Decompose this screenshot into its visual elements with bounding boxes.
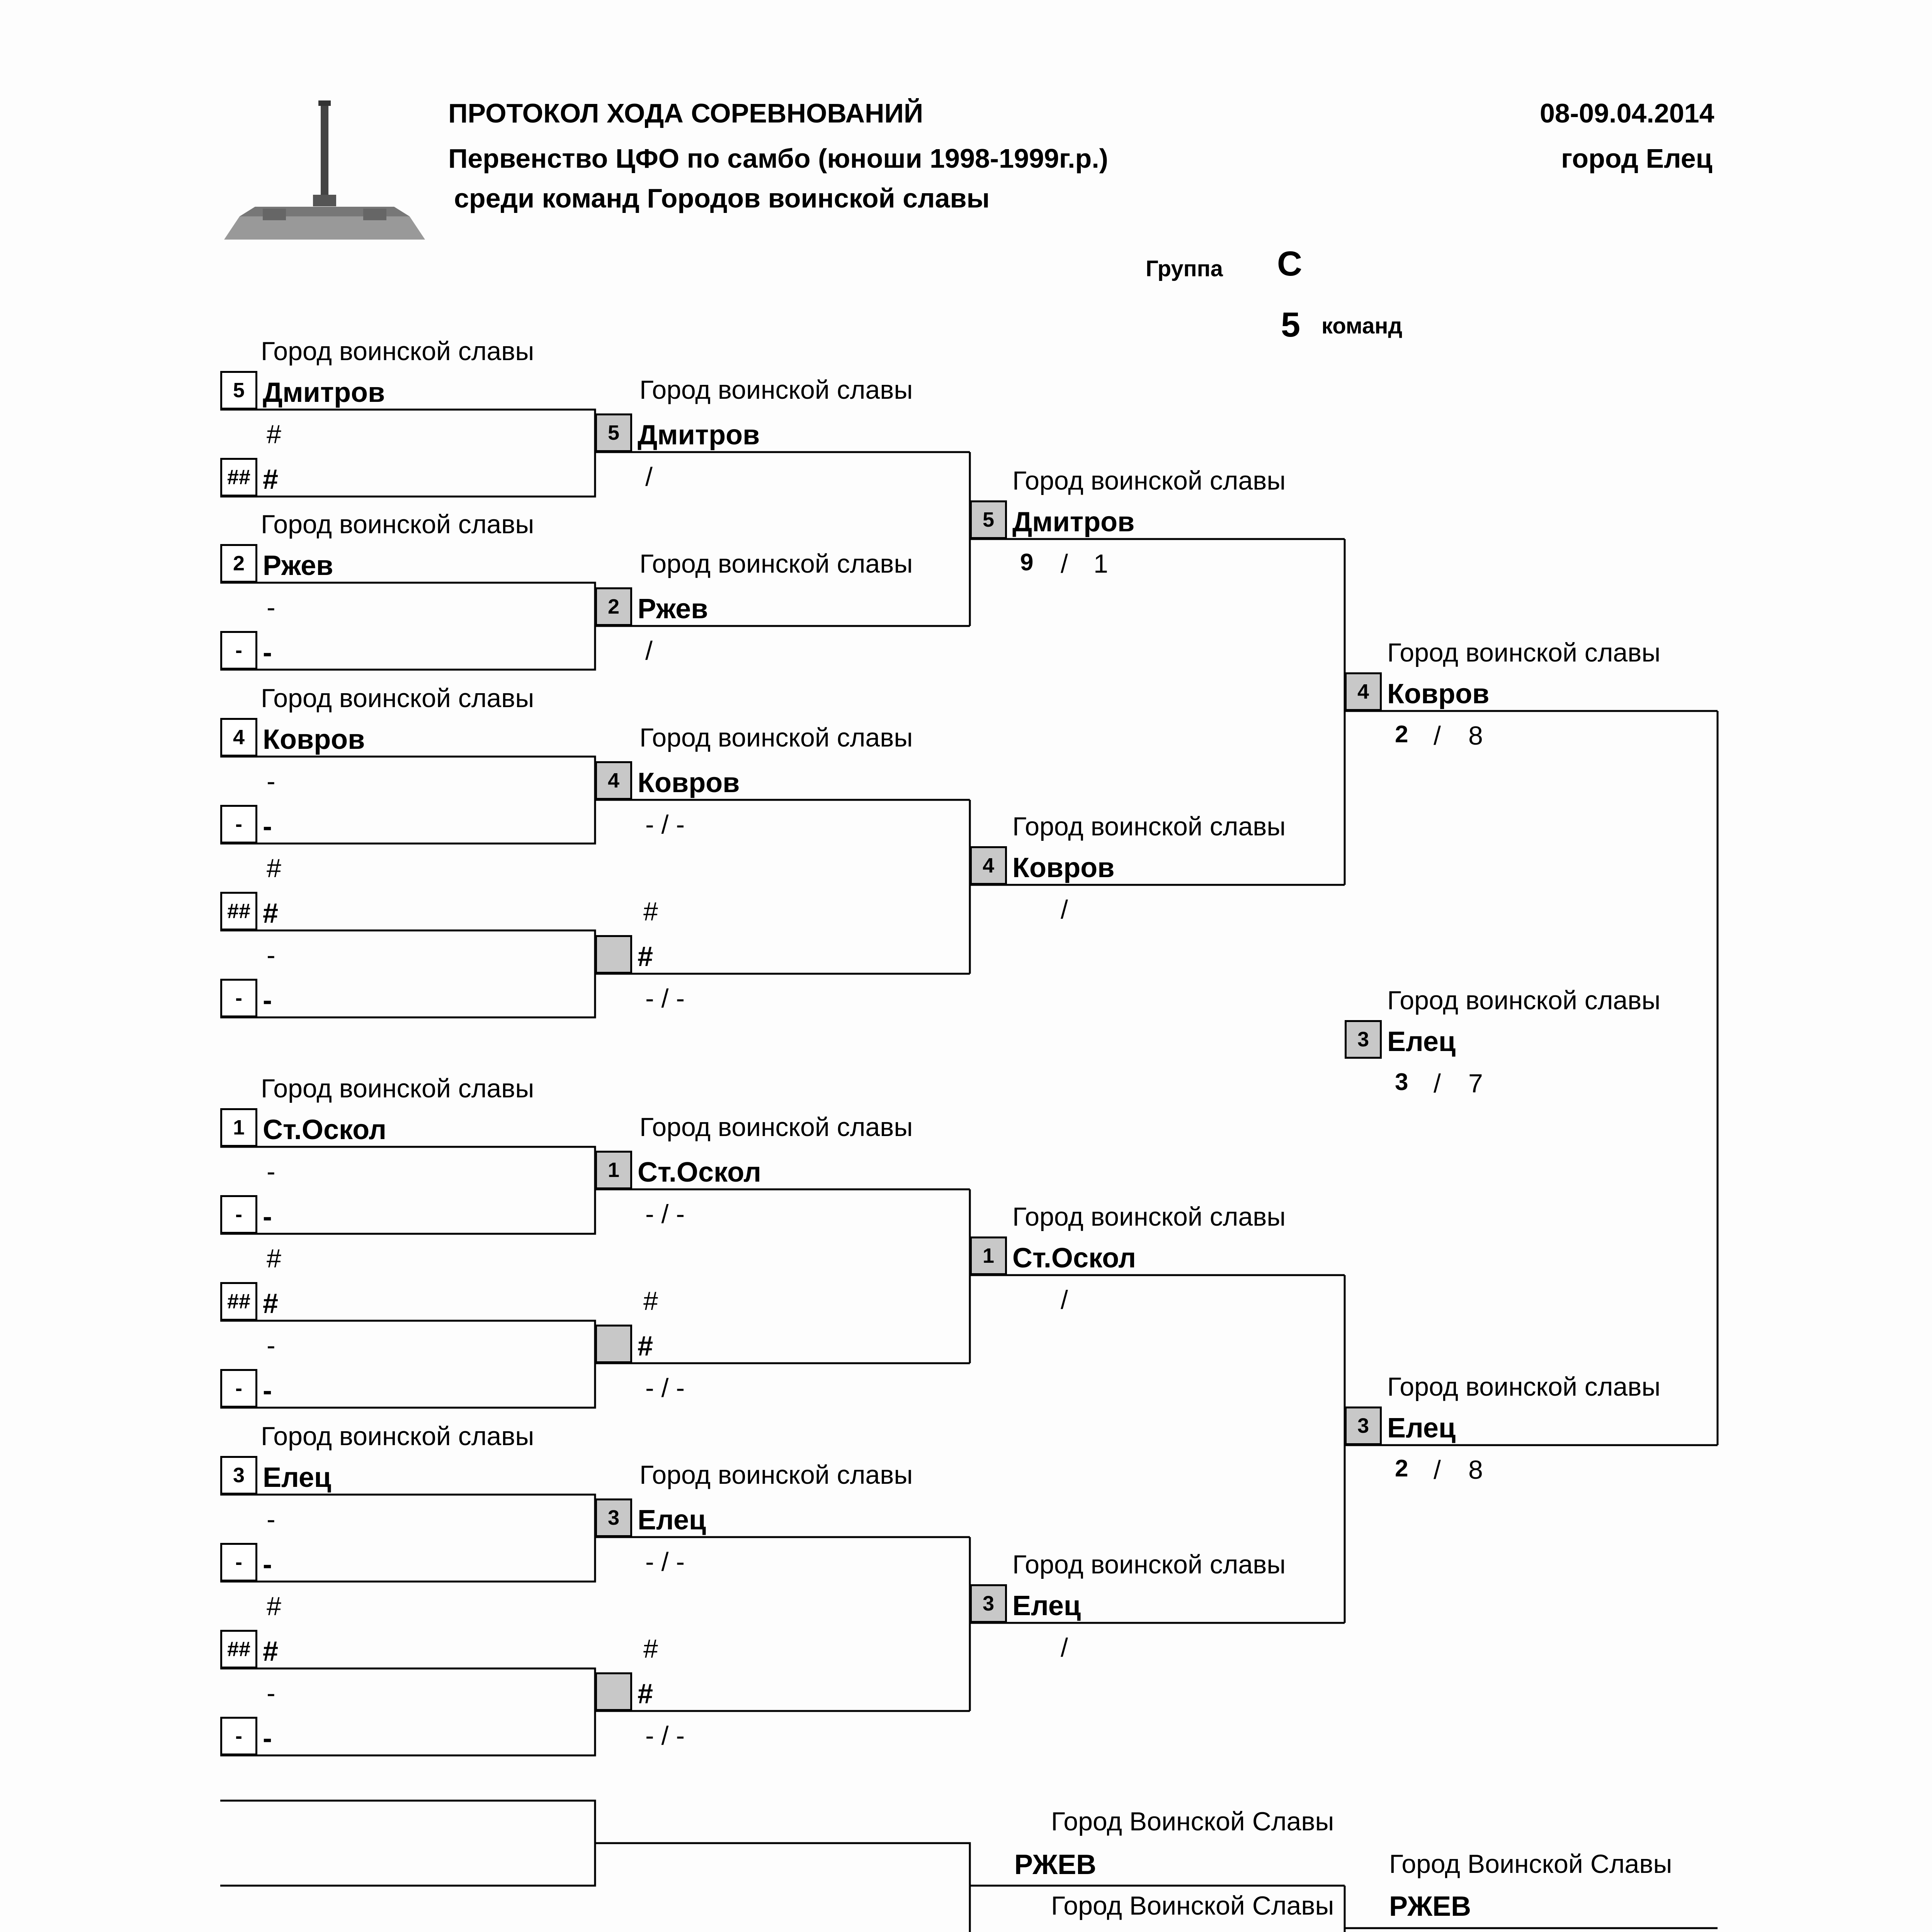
round1-mark: # <box>267 420 281 449</box>
group-value: С <box>1277 245 1302 283</box>
round3-seed-box: 3 <box>970 1584 1007 1623</box>
round1-team-name: - <box>263 811 272 842</box>
competition-subtitle: Первенство ЦФО по самбо (юноши 1998-1999г.р.) <box>448 143 1108 173</box>
teams-count: 5 <box>1281 306 1301 344</box>
round3-caption: Город воинской славы <box>1012 466 1286 495</box>
round2-seed-box: 1 <box>595 1151 632 1189</box>
round1-caption: Город воинской славы <box>261 1422 534 1451</box>
round1-mark: - <box>267 767 276 796</box>
round1-caption: Город воинской славы <box>261 337 534 366</box>
round1-mark: # <box>267 1244 281 1273</box>
round1-seed-box: ## <box>220 1630 257 1668</box>
competition-city: город Елец <box>1561 143 1713 173</box>
round1-seed-box: 2 <box>220 544 257 583</box>
consolation-caption-a: Город Воинской Славы <box>1051 1807 1334 1836</box>
round4-seed-box: 3 <box>1345 1020 1382 1059</box>
round2-seed-box <box>595 1672 632 1711</box>
round4-team-name: Ковров <box>1387 679 1490 709</box>
consolation-caption-b: Город Воинской Славы <box>1051 1891 1334 1920</box>
round1-seed-box: - <box>220 1195 257 1234</box>
round2-seed-box: 2 <box>595 587 632 626</box>
round2-caption: Город воинской славы <box>639 1460 913 1490</box>
round2-caption: Город воинской славы <box>639 1112 913 1142</box>
round1-team-name: Ржев <box>263 550 333 581</box>
round1-mark: - <box>267 1505 276 1534</box>
round4-seed-box: 4 <box>1345 672 1382 711</box>
consolation-team-a: РЖЕВ <box>1014 1849 1097 1880</box>
group-label: Группа <box>1146 256 1223 281</box>
round3-team-name: Елец <box>1012 1590 1081 1621</box>
round2-seed-box: 3 <box>595 1498 632 1537</box>
round2-team-name: Ржев <box>638 594 708 624</box>
round1-mark: - <box>267 1157 276 1186</box>
round1-team-name: # <box>263 898 279 929</box>
round2-team-name: # <box>638 1679 653 1709</box>
competition-date: 08-09.04.2014 <box>1540 98 1714 128</box>
round4-team-name: Елец <box>1387 1026 1456 1057</box>
round2-score: - / - <box>645 1373 685 1403</box>
round3-team-name: Ковров <box>1012 852 1115 883</box>
round1-seed-box: 4 <box>220 718 257 757</box>
round1-caption: Город воинской славы <box>261 1074 534 1103</box>
round1-team-name: - <box>263 1201 272 1232</box>
round4-caption: Город воинской славы <box>1387 638 1661 667</box>
round2-team-name: # <box>638 1331 653 1362</box>
round1-mark: - <box>267 1331 276 1360</box>
round2-pre-mark: # <box>643 1634 658 1663</box>
round1-mark: # <box>267 1592 281 1621</box>
round1-team-name: # <box>263 1636 279 1667</box>
round2-seed-box <box>595 1325 632 1363</box>
monument-logo <box>216 93 433 247</box>
round1-mark: - <box>267 940 276 970</box>
round4-score-sep: / <box>1434 1069 1441 1098</box>
round4-score-b: 8 <box>1468 1455 1483 1485</box>
round2-seed-box: 4 <box>595 761 632 800</box>
round3-caption: Город воинской славы <box>1012 1202 1286 1231</box>
round2-pre-mark: # <box>643 1286 658 1316</box>
round3-score-sep: / <box>1061 1285 1068 1315</box>
round2-caption: Город воинской славы <box>639 549 913 578</box>
round1-caption: Город воинской славы <box>261 510 534 539</box>
round1-seed-box: - <box>220 1543 257 1582</box>
round1-seed-box: ## <box>220 1282 257 1321</box>
round1-seed-box: 5 <box>220 371 257 410</box>
competition-subtitle-2: среди команд Городов воинской славы <box>454 183 990 213</box>
round3-seed-box: 1 <box>970 1236 1007 1275</box>
round1-seed-box: 1 <box>220 1108 257 1147</box>
round1-mark: # <box>267 854 281 883</box>
round3-seed-box: 4 <box>970 846 1007 885</box>
round1-team-name: # <box>263 1288 279 1319</box>
round3-caption: Город воинской славы <box>1012 1550 1286 1579</box>
round4-score-a: 2 <box>1395 1455 1408 1482</box>
round2-seed-box: 5 <box>595 413 632 452</box>
round4-score-a: 3 <box>1395 1069 1408 1095</box>
round1-seed-box: - <box>220 1717 257 1755</box>
round3-team-name: Ст.Оскол <box>1012 1243 1136 1274</box>
round1-team-name: - <box>263 1375 272 1406</box>
round3-caption: Город воинской славы <box>1012 812 1286 841</box>
round4-caption: Город воинской славы <box>1387 986 1661 1015</box>
round4-score-b: 8 <box>1468 721 1483 750</box>
round2-seed-box <box>595 935 632 974</box>
round1-team-name: - <box>263 1723 272 1754</box>
round2-pre-mark: # <box>643 897 658 926</box>
round2-team-name: Ковров <box>638 767 740 798</box>
round1-team-name: # <box>263 464 279 495</box>
round1-caption: Город воинской славы <box>261 684 534 713</box>
round4-score-sep: / <box>1434 721 1441 750</box>
round1-seed-box: ## <box>220 458 257 497</box>
teams-label: команд <box>1321 313 1403 338</box>
round3-team-name: Дмитров <box>1012 507 1135 537</box>
round2-score: - / - <box>645 1547 685 1577</box>
round2-team-name: Дмитров <box>638 420 760 451</box>
round1-team-name: Дмитров <box>263 377 385 408</box>
round2-team-name: # <box>638 941 653 972</box>
round2-score: - / - <box>645 810 685 839</box>
round1-team-name: Елец <box>263 1462 332 1493</box>
round3-seed-box: 5 <box>970 500 1007 539</box>
round1-seed-box: - <box>220 979 257 1017</box>
round1-mark: - <box>267 593 276 622</box>
round1-seed-box: - <box>220 631 257 670</box>
page-title: ПРОТОКОЛ ХОДА СОРЕВНОВАНИЙ <box>448 98 923 128</box>
round2-score: - / - <box>645 1721 685 1750</box>
round4-score-sep: / <box>1434 1455 1441 1485</box>
round1-seed-box: - <box>220 1369 257 1408</box>
round2-caption: Город воинской славы <box>639 723 913 752</box>
round1-seed-box: ## <box>220 892 257 930</box>
round1-team-name: Ст.Оскол <box>263 1114 386 1145</box>
round1-team-name: - <box>263 1549 272 1580</box>
round1-team-name: - <box>263 985 272 1016</box>
round2-team-name: Ст.Оскол <box>638 1157 761 1188</box>
round2-score: - / - <box>645 1199 685 1229</box>
round3-score-sep: / <box>1061 895 1068 924</box>
round1-seed-box: - <box>220 805 257 844</box>
round1-mark: - <box>267 1679 276 1708</box>
round4-score-a: 2 <box>1395 721 1408 748</box>
round4-team-name: Елец <box>1387 1413 1456 1444</box>
round1-seed-box: 3 <box>220 1456 257 1495</box>
round3-score-sep: / <box>1061 1633 1068 1662</box>
round2-caption: Город воинской славы <box>639 375 913 405</box>
consolation-winner-caption: Город Воинской Славы <box>1389 1849 1672 1879</box>
round4-caption: Город воинской славы <box>1387 1372 1661 1401</box>
round3-score-a: 9 <box>1020 549 1034 576</box>
round2-team-name: Елец <box>638 1505 706 1536</box>
round2-score: / <box>645 636 653 665</box>
consolation-winner: РЖЕВ <box>1389 1891 1471 1922</box>
round4-seed-box: 3 <box>1345 1406 1382 1445</box>
round2-score: - / - <box>645 984 685 1013</box>
round3-score-b: 1 <box>1094 549 1108 578</box>
round1-team-name: - <box>263 637 272 668</box>
round1-team-name: Ковров <box>263 724 365 755</box>
round4-score-b: 7 <box>1468 1069 1483 1098</box>
round2-score: / <box>645 462 653 492</box>
round3-score-sep: / <box>1061 549 1068 578</box>
